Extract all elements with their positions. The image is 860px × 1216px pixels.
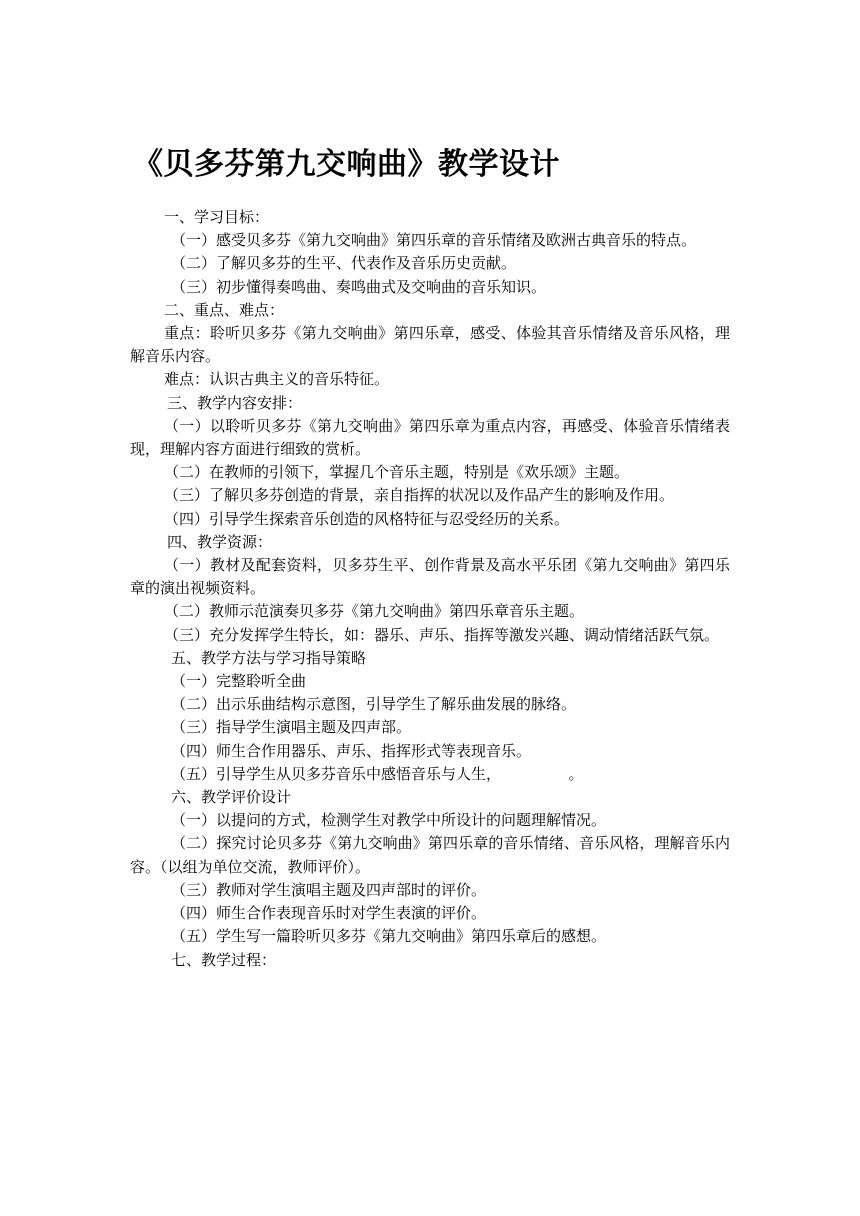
paragraph: （三）初步懂得奏鸣曲、奏鸣曲式及交响曲的音乐知识。 bbox=[171, 277, 547, 296]
section-heading-content: 三、教学内容安排： bbox=[167, 393, 303, 412]
paragraph: （五）学生写一篇聆听贝多芬《第九交响曲》第四乐章后的感想。 bbox=[171, 927, 607, 946]
paragraph: （一）教材及配套资料，贝多芬生平、创作背景及高水平乐团《第九交响曲》第四乐章的演出视频资料。 bbox=[130, 556, 730, 598]
paragraph: （三）教师对学生演唱主题及四声部时的评价。 bbox=[171, 880, 487, 899]
paragraph: （五）引导学生从贝多芬音乐中感悟音乐与人生， 。 bbox=[171, 764, 584, 783]
paragraph: （三）充分发挥学生特长，如：器乐、声乐、指挥等激发兴趣、调动情绪活跃气氛。 bbox=[164, 625, 720, 644]
paragraph: （二）探究讨论贝多芬《第九交响曲》第四乐章的音乐情绪、音乐风格，理解音乐内容。（以组为单位交流，教师评价）。 bbox=[130, 834, 730, 876]
section-heading-methods: 五、教学方法与学习指导策略 bbox=[171, 648, 367, 667]
paragraph: （三）了解贝多芬创造的背景，亲自指挥的状况以及作品产生的影响及作用。 bbox=[164, 486, 675, 505]
paragraph: （四）引导学生探索音乐创造的风格特征与忍受经历的关系。 bbox=[164, 509, 570, 528]
paragraph: （一）以聆听贝多芬《第九交响曲》第四乐章为重点内容，再感受、体验音乐情绪表现，理解内容方面进行细致的赏析。 bbox=[130, 416, 730, 459]
paragraph: 难点：认识古典主义的音乐特征。 bbox=[164, 370, 390, 389]
section-heading-resources: 四、教学资源： bbox=[167, 532, 273, 551]
paragraph: （四）师生合作用器乐、声乐、指挥形式等表现音乐。 bbox=[171, 741, 532, 760]
paragraph: （三）指导学生演唱主题及四声部。 bbox=[171, 718, 412, 737]
paragraph: （二）了解贝多芬的生平、代表作及音乐历史贡献。 bbox=[171, 254, 517, 273]
section-heading-process: 七、教学过程： bbox=[171, 950, 277, 969]
paragraph: （四）师生合作表现音乐时对学生表演的评价。 bbox=[171, 904, 487, 923]
paragraph: （一）以提问的方式，检测学生对教学中所设计的问题理解情况。 bbox=[171, 811, 607, 830]
section-heading-key-points: 二、重点、难点： bbox=[164, 300, 285, 319]
document-body bbox=[130, 206, 730, 972]
document-title: 《贝多芬第九交响曲》教学设计 bbox=[133, 147, 560, 182]
section-heading-learning-goals: 一、学习目标： bbox=[164, 208, 270, 226]
paragraph: （一）完整聆听全曲 bbox=[171, 672, 307, 691]
paragraph: （二）在教师的引领下，掌握几个音乐主题，特别是《欢乐颂》主题。 bbox=[164, 463, 630, 482]
section-heading-evaluation: 六、教学评价设计 bbox=[171, 788, 292, 807]
paragraph: （一）感受贝多芬《第九交响曲》第四乐章的音乐情绪及欧洲古典音乐的特点。 bbox=[171, 231, 697, 250]
paragraph: （二）出示乐曲结构示意图，引导学生了解乐曲发展的脉络。 bbox=[171, 695, 577, 714]
paragraph: （二）教师示范演奏贝多芬《第九交响曲》第四乐章音乐主题。 bbox=[164, 602, 585, 621]
paragraph: 重点：聆听贝多芬《第九交响曲》第四乐章，感受、体验其音乐情绪及音乐风格，理解音乐内容。 bbox=[130, 324, 730, 366]
